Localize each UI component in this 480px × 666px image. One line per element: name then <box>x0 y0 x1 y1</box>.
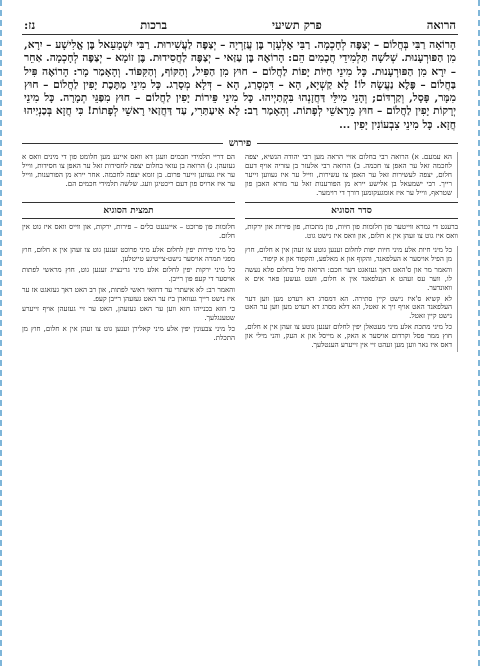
commentary-right-column <box>245 246 458 352</box>
summary-boxes <box>22 202 458 240</box>
header-tractate-left: ברכות <box>140 18 168 32</box>
header-folio: נז: <box>24 18 36 32</box>
perush-left-column: הם דריי תלמידי חכמים וועגן דא וואס איינע מען חלומט פון די מינים וואס א געזעהן. ג) הרואה בן עזאי בחלום יצפה לחסידות זאל ער האפן צו חסידות, ווייל ער איז געווען זייער פרום. בן זומא יצפה לחכמה. אחר יירא מן הפורענות, ווייל ער איז ארויס פון דעם ריכטיגן וועג. שלשה תלמידי חכמים הם. <box>22 152 235 189</box>
page-header <box>22 18 458 35</box>
box-order-of-sugya <box>245 202 458 240</box>
commentary-paragraph: כל מיני פירות יפין לחלום אלע מיני פרוכט זענען גוט צו זעהן אין א חלום, חוץ מפגי תמרה אויסער נישט-צייטיגע טייטלען. <box>22 245 235 263</box>
header-chapter: פרק תשיעי <box>272 18 322 32</box>
commentary-columns <box>22 246 458 352</box>
box-left-text: חלומות פון פרוכט – איינגעט כלים – פירות, ירקות, און ווייס וואס איז גוט אין חלום. <box>22 221 235 240</box>
commentary-left-column <box>22 246 235 352</box>
commentary-paragraph: לא קשיא ס'איז נישט קיין סתירה. הא דמסרג דא רעדט מען ווען דער העלפאנד האט אויף זיך א זאטל, הא דלא מסרג דא רעדט מען ווען ער האט נישט קיין זאטל. <box>245 294 452 321</box>
commentary-paragraph: כל מיני ירקות יפין לחלום אלע מיני גרינצייג זענען גוט, חוץ מראשי לפתות אויסער די קעפ פון רייבן. <box>22 265 235 283</box>
commentary-paragraph: והאמר רב: לא איעתרי עד דחזאי ראשי לפתות, און רב האט דאך געזאגט אז ער איז נישט רייך געווארן ביז ער האט געזעהן רייבן קעפ. <box>22 285 235 303</box>
perush-right-column: הא עמעם. א) הרואה רבי בחלום אזיי הראה מען רבי יהודה הנשיא, יצפה לחכמה זאל ער האפן צו חכמה. ב) הרואה רבי אלעזר בן עזריה אויף דעם חלום, יצפה לעשירות זאל ער האפן צו עשירות, ווייל ער איז געווען זייער רייך. רבי ישמעאל בן אלישע יירא מן הפורענות זאל ער מורא האבן פון שטראף, ווייל ער איז אומגעקומען דורך די רוימער. <box>245 152 458 197</box>
commentary-paragraph: כל מיני חיות אלע מיני חיות יפות לחלום זענען גוטע צו זעהן אין א חלום, חוץ מן הפיל אויסער א העלפאנד, והקוף און א מאלפע, והקפוד און א קיפוד. <box>245 245 452 263</box>
divider-line <box>22 143 223 144</box>
section-title-perush: פירוש <box>228 138 252 150</box>
commentary-paragraph: והאמר מר און ס'האט דאך געזאגט דער חכם: הרואה פיל בחלום פלא נעשה לו, ווער עס זעהט א העלפאנד אין א חלום, וועט געשען פאר אים א וואונדער. <box>245 265 452 292</box>
commentary-paragraph: כל מיני מתכת אלע מיני מעטאלן יפין לחלום זענען גוטע צו זעהן אין א חלום, חוץ ממר פסל וקרדום אויסער א האק, א מייסל און א העק, והני מילי און דאס איז נאר ווען מען זעהט זיי אין זייערע הענטלעך. <box>245 323 452 350</box>
divider-line <box>257 143 458 144</box>
box-left-title: תמצית הסוגיא <box>22 202 235 219</box>
header-tractate-right: הרואה <box>426 18 456 32</box>
commentary-paragraph: כי חזא בכנייהו חזא ווען ער האט געזעהן, האט ער זיי געזעהן אויף זייערע שטענגלעך. <box>22 305 235 323</box>
perush-section-header <box>22 138 458 149</box>
perush-columns <box>22 152 458 197</box>
commentary-paragraph: כל מיני צבעונין יפין אלע מיני קאלירן זענען גוט צו זעהן אין א חלום, חוץ מן התכלת. <box>22 325 235 343</box>
box-right-text: ברעגט די גמרא ווייטער פון חלומות פון חיות, פון מתכות, פון פירות און ירקות, וואס איז גוט צו זעהן אין א חלום, און וואס איז נישט גוט. <box>245 221 458 240</box>
box-summary-of-sugya <box>22 202 235 240</box>
box-right-title: סדר הסוגיא <box>245 202 458 219</box>
main-talmud-text: הָרוֹאָה רַבִּי בְּחֲלוֹם – יְצַפֶּה לְחָכְמָה. רַבִּי אֶלְעָזָר בֶּן עֲזַרְיָה – יְצַפֶּה לַעֲשִׁירוּת. רַבִּי יִשְׁמָעֵאל בֶּן אֱלִישָׁע – יִרָא, מִן הַפּוּרְעָנוּת. שְׁלֹשָׁה תַּלְמִידֵי חֲכָמִים הֵם: הָרוֹאֶה בֶּן עַזַּאי – יְצַפֶּה לַחֲסִידוּת. בֶּן זוֹמָא – יְצַפֶּה לְחָכְמָה. אַחֵר – יִרָא מִן הַפּוּרְעָנוּת. כָּל מִינֵי חַיּוֹת יָפוֹת לַחֲלוֹם – חוּץ מִן הַפִּיל, וְהַקּוֹף, וְהַקִּפּוֹד. וְהָאָמַר מָר: הָרוֹאֶה פִּיל בַּחֲלוֹם – פֶּלֶא נַעֲשָׂה לוֹ! לָא קַשְׁיָא, הָא – דִּמְסָרַג, הָא – דְּלָא מְסָרַג. כָּל מִינֵי מַתֶּכֶת יָפִין לַחֲלוֹם – חוּץ מִמָּר, פָּסָל, וְקַרְדּוֹם; וְהָנֵי מִילֵּי דַּחֲזָנְהוּ בִּקְתַיְיהוּ. כָּל מִינֵי פֵּירוֹת יָפִין לַחֲלוֹם – חוּץ מִפַּגֵּי תְמָרָה. כָּל מִינֵי יְרָקוֹת יָפִין לַחֲלוֹם – חוּץ מֵרָאשֵׁי לְפָתוֹת. וְהָאָמַר רַב: לָא אִיעַתַּרִי, עַד דַּחֲזַאי רָאשֵׁי לְפָתוֹת! כִּי חֲזָא בְּכַנְיַיהוּ חֲזָא. כָּל מִינֵי צִבְעוֹנִין יָפִין ... <box>24 39 456 131</box>
